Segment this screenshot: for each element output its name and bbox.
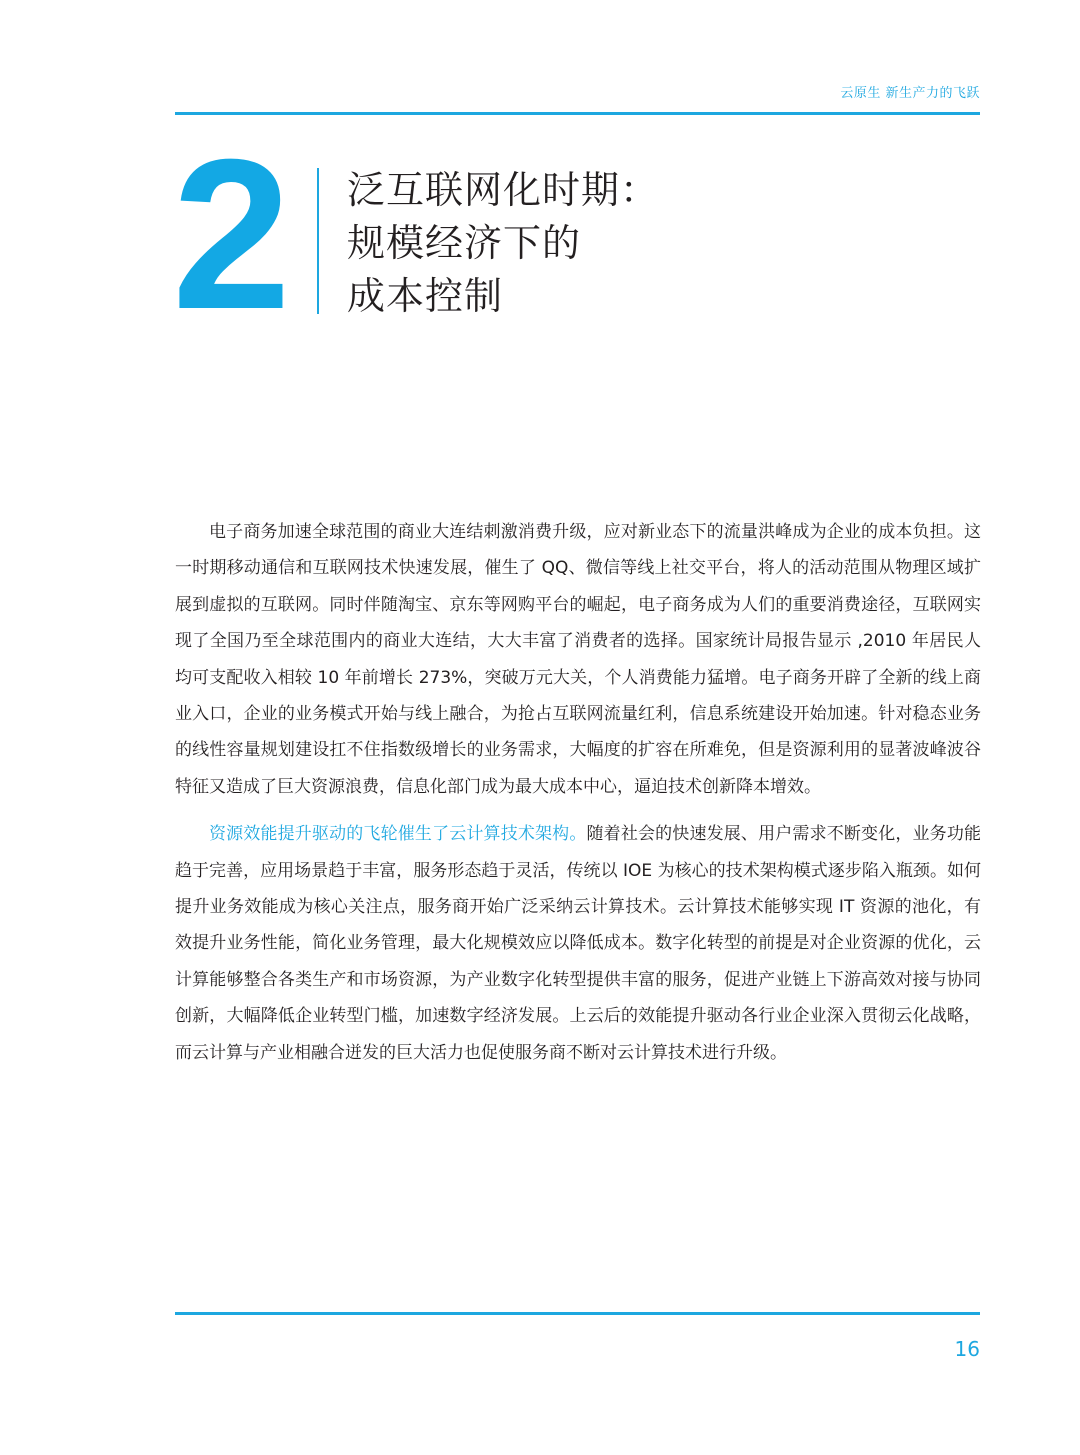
- running-header-title: 云原生 新生产力的飞跃: [840, 86, 980, 101]
- paragraph-2-rest: 随着社会的快速发展、用户需求不断变化，业务功能趋于完善，应用场景趋于丰富，服务形态趋于灵活，传统以 IOE 为核心的技术架构模式逐步陷入瓶颈。如何提升业务效能成为核心关注点，服务商开始广泛采纳云计算技术。云计算技术能够实现 IT 资源的池化，有效提升业务性能，简化业务管理，最大化规模效应以降低成本。数字化转型的前提是对企业资源的优化，云计算能够整合各类生产和市场资源，为产业数字化转型提供丰富的服务，促进产业链上下游高效对接与协同创新，大幅降低企业转型门槛，加速数字经济发展。上云后的效能提升驱动各行业企业深入贯彻云化战略，而云计算与产业相融合迸发的巨大活力也促使服务商不断对云计算技术进行升级。: [175, 824, 981, 1063]
- body-text: [175, 514, 981, 1082]
- chapter-number: 2: [172, 115, 288, 354]
- page-number: 16: [954, 1337, 980, 1361]
- chapter-title-line-2: 规模经济下的: [347, 221, 582, 265]
- chapter-title-line-3: 成本控制: [347, 274, 504, 318]
- footer-rule: [175, 1312, 980, 1315]
- chapter-divider: [317, 168, 319, 314]
- header-rule: [175, 112, 980, 115]
- paragraph-2-highlight: 资源效能提升驱动的飞轮催生了云计算技术架构。: [209, 824, 587, 845]
- chapter-title: [347, 164, 659, 323]
- chapter-title-line-1: 泛互联网化时期：: [347, 168, 660, 212]
- paragraph-2: [175, 816, 981, 1071]
- paragraph-1: 电子商务加速全球范围的商业大连结刺激消费升级，应对新业态下的流量洪峰成为企业的成本负担。这一时期移动通信和互联网技术快速发展，催生了 QQ、微信等线上社交平台，将人的活动范围从物理区域扩展到虚拟的互联网。同时伴随淘宝、京东等网购平台的崛起，电子商务成为人们的重要消费途径，互联网实现了全国乃至全球范围内的商业大连结，大大丰富了消费者的选择。国家统计局报告显示 ,2010 年居民人均可支配收入相较 10 年前增长 273%，突破万元大关，个人消费能力猛增。电子商务开辟了全新的线上商业入口，企业的业务模式开始与线上融合，为抢占互联网流量红利，信息系统建设开始加速。针对稳态业务的线性容量规划建设扛不住指数级增长的业务需求，大幅度的扩容在所难免，但是资源利用的显著波峰波谷特征又造成了巨大资源浪费，信息化部门成为最大成本中心，逼迫技术创新降本增效。: [175, 522, 981, 797]
